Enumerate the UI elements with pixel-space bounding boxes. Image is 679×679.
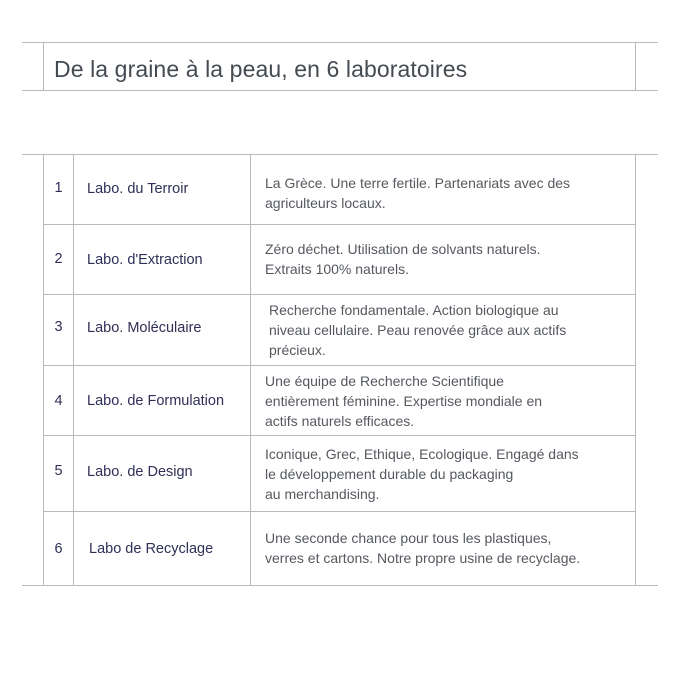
lab-name: Labo. de Design: [87, 464, 193, 480]
lab-description: [265, 444, 625, 504]
row-number: 6: [54, 541, 63, 557]
description-line: Iconique, Grec, Ethique, Ecologique. Engagé dans: [265, 446, 579, 462]
description-line: le développement durable du packaging: [265, 466, 514, 482]
description-line: actifs naturels efficaces.: [265, 413, 415, 429]
lab-name: Labo. du Terroir: [87, 181, 189, 197]
lab-name: Labo. d'Extraction: [87, 252, 203, 268]
lab-name: Labo. Moléculaire: [87, 320, 202, 336]
description-line: entièrement féminine. Expertise mondiale en: [265, 393, 543, 409]
table-top-rule: [22, 154, 658, 155]
lab-description: [265, 173, 625, 213]
row-number: 1: [54, 180, 63, 196]
row-number: 2: [54, 251, 63, 267]
description-line: Une équipe de Recherche Scientifique: [265, 373, 504, 389]
lab-name: Labo de Recyclage: [89, 541, 214, 557]
row-divider: [44, 365, 635, 366]
lab-description: [265, 239, 625, 279]
row-number: 4: [54, 393, 63, 409]
lab-name: Labo. de Formulation: [87, 393, 225, 409]
description-line: verres et cartons. Notre propre usine de recyclage.: [265, 550, 581, 566]
label-column-rule: [250, 154, 251, 586]
row-divider: [44, 224, 635, 225]
page-title: De la graine à la peau, en 6 laboratoires: [54, 56, 468, 82]
description-line: agriculteurs locaux.: [265, 195, 386, 211]
number-column-rule: [73, 154, 74, 586]
description-line: Recherche fondamentale. Action biologique au: [269, 302, 559, 318]
description-line: Extraits 100% naturels.: [265, 261, 409, 277]
row-divider: [44, 435, 635, 436]
title-right-rule: [635, 42, 636, 91]
lab-description: [265, 528, 625, 568]
table-bottom-rule: [22, 585, 658, 586]
table-left-rule: [43, 154, 44, 586]
description-line: Une seconde chance pour tous les plastiques,: [265, 530, 552, 546]
description-line: précieux.: [269, 342, 326, 358]
title-left-rule: [43, 42, 44, 91]
description-line: La Grèce. Une terre fertile. Partenariats avec des: [265, 175, 571, 191]
row-number: 3: [54, 319, 63, 335]
description-line: niveau cellulaire. Peau renovée grâce aux actifs: [269, 322, 567, 338]
title-bottom-rule: [22, 90, 658, 91]
lab-description: [269, 300, 629, 360]
lab-description: [265, 371, 625, 431]
row-divider: [44, 511, 635, 512]
description-line: au merchandising.: [265, 486, 380, 502]
table-right-rule: [635, 154, 636, 586]
description-line: Zéro déchet. Utilisation de solvants naturels.: [265, 241, 541, 257]
title-top-rule: [22, 42, 658, 43]
row-divider: [44, 294, 635, 295]
row-number: 5: [54, 463, 63, 479]
